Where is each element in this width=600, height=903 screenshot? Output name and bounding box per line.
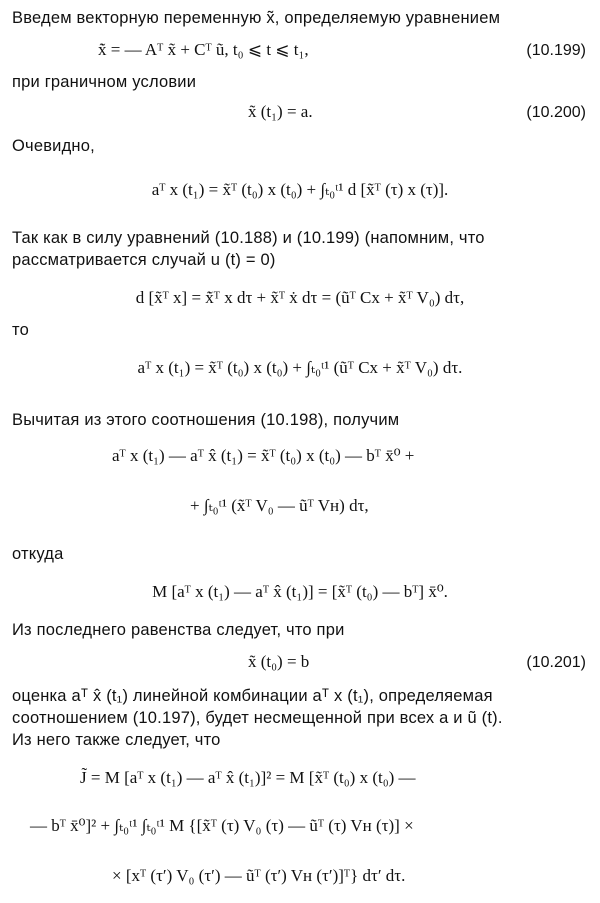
- paragraph-line: Из него также следует, что: [12, 731, 221, 749]
- equation-10-200: x̃ (t₁) = a.: [248, 102, 313, 121]
- equation-continuation: + ∫ₜ₀ᵗ¹ (x̃ᵀ V₀ — ũᵀ Vн) dτ,: [190, 496, 369, 515]
- paragraph-line: оценка aᵀ x̂ (t₁) линейной комбинации aᵀ x (t₁), определяемая: [12, 687, 493, 705]
- paragraph-line: Вычитая из этого соотношения (10.198), получим: [12, 411, 400, 429]
- equation: d [x̃ᵀ x] = x̃̇ᵀ x dτ + x̃ᵀ ẋ dτ = (ũᵀ Cx + x̃ᵀ V₀) dτ,: [135, 288, 465, 307]
- equation: M [aᵀ x (t₁) — aᵀ x̂ (t₁)] = [x̃ᵀ (t₀) — bᵀ] x̄⁰.: [152, 582, 448, 601]
- paragraph-line: Так как в силу уравнений (10.188) и (10.199) (напомним, что: [12, 229, 485, 247]
- paragraph-line: Из последнего равенства следует, что при: [12, 621, 345, 639]
- paragraph-line: откуда: [12, 545, 64, 563]
- paragraph-line: при граничном условии: [12, 73, 197, 91]
- equation: aᵀ x (t₁) — aᵀ x̂ (t₁) = x̃ᵀ (t₀) x (t₀) — bᵀ x̄⁰ +: [112, 446, 415, 465]
- equation-10-199: x̃̇ = — Aᵀ x̃ + Cᵀ ũ, t₀ ⩽ t ⩽ t₁,: [98, 40, 309, 59]
- equation-number: (10.201): [526, 654, 586, 671]
- equation-number: (10.199): [526, 42, 586, 59]
- equation: aᵀ x (t₁) = x̃ᵀ (t₀) x (t₀) + ∫ₜ₀ᵗ¹ (ũᵀ Cx + x̃ᵀ V₀) dτ.: [137, 358, 463, 377]
- equation: J̃ = M [aᵀ x (t₁) — aᵀ x̂ (t₁)]² = M [x̃ᵀ (t₀) x (t₀) —: [80, 768, 416, 787]
- equation: aᵀ x (t₁) = x̃ᵀ (t₀) x (t₀) + ∫ₜ₀ᵗ¹ d [x̃ᵀ (τ) x (τ)].: [151, 180, 449, 199]
- equation-number: (10.200): [526, 104, 586, 121]
- paragraph-line: Введем векторную переменную x̃, определяемую уравнением: [12, 9, 501, 27]
- equation-10-201: x̃ (t₀) = b: [248, 652, 310, 671]
- paragraph-line: соотношением (10.197), будет несмещенной при всех a и ũ (t).: [12, 709, 503, 727]
- paragraph-line: Очевидно,: [12, 137, 95, 155]
- equation-continuation: — bᵀ x̄⁰]² + ∫ₜ₀ᵗ¹ ∫ₜ₀ᵗ¹ M {[x̃ᵀ (τ) V₀ (τ) — ũᵀ (τ) Vн (τ)] ×: [30, 816, 414, 835]
- equation-continuation: × [xᵀ (τ′) V₀ (τ′) — ũᵀ (τ′) Vн (τ′)]ᵀ} dτ′ dτ.: [112, 866, 406, 885]
- paragraph-line: то: [12, 321, 29, 339]
- paragraph-line: рассматривается случай u (t) = 0): [12, 251, 276, 269]
